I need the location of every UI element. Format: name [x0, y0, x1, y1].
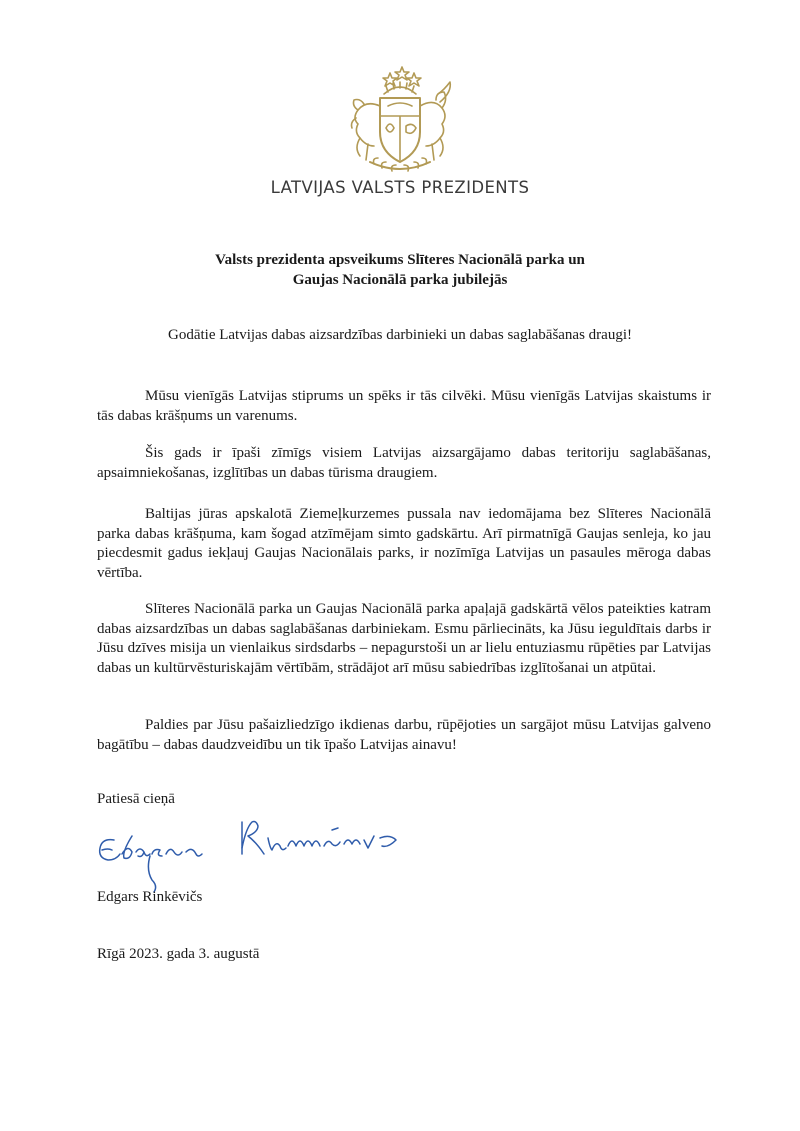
letter-title-line: Gaujas Nacionālā parka jubilejās — [292, 272, 508, 288]
letter-paragraph: Mūsu vienīgās Latvijas stiprums un spēks ir tās cilvēki. Mūsu vienīgās Latvijas skaistums ir tās dabas krāšņums un varenums. — [97, 388, 711, 424]
signer-name: Edgars Rinkēvičs — [97, 889, 203, 905]
letter-title — [120, 250, 680, 290]
letter-paragraph: Šis gads ir īpaši zīmīgs visiem Latvijas aizsargājamo dabas teritoriju saglabāšanas, apsaimniekošanas, izglītības un dabas tūrisma draugiem. — [97, 445, 711, 481]
letter-title-line: Valsts prezidenta apsveikums Slīteres Nacionālā parka un — [215, 252, 585, 268]
handwritten-signature — [92, 808, 472, 898]
latvia-coat-of-arms-icon — [344, 62, 456, 180]
office-title: LATVIJAS VALSTS PREZIDENTS — [270, 178, 530, 197]
letter-closing: Patiesā cieņā — [97, 791, 175, 807]
letter-date: Rīgā 2023. gada 3. augustā — [97, 946, 260, 962]
letter-paragraph: Slīteres Nacionālā parka un Gaujas Nacionālā parka apaļajā gadskārtā vēlos pateikties katram dabas aizsardzības un dabas saglabāšanas darbiniekam. Esmu pārliecināts, ka Jūsu ieguldītais darbs ir Jūsu dzīves misija un vienlaikus sirdsdarbs – nepagurstoši un ar lielu entuziasmu rūpēties par Latvijas dabas un kultūrvēsturiskajām vērtībām, strādājot arī mūsu sabiedrības izglītošanai un atpūtai. — [97, 601, 711, 676]
letter-paragraph: Paldies par Jūsu pašaizliedzīgo ikdienas darbu, rūpējoties un sargājot mūsu Latvijas galveno bagātību – dabas daudzveidību un tik īpašo Latvijas ainavu! — [97, 717, 711, 753]
letter-greeting: Godātie Latvijas dabas aizsardzības darbinieki un dabas saglabāšanas draugi! — [168, 327, 632, 343]
letter-paragraph: Baltijas jūras apskalotā Ziemeļkurzemes pussala nav iedomājama bez Slīteres Nacionālā parka dabas krāšņuma, kam šogad atzīmējam simto gadskārtu. Arī pirmatnīgā Gaujas senleja, ko jau piecdesmit gadus iekļauj Gaujas Nacionālais parks, ir nozīmīga Latvijas un pasaules mēroga dabas vērtība. — [97, 506, 711, 581]
